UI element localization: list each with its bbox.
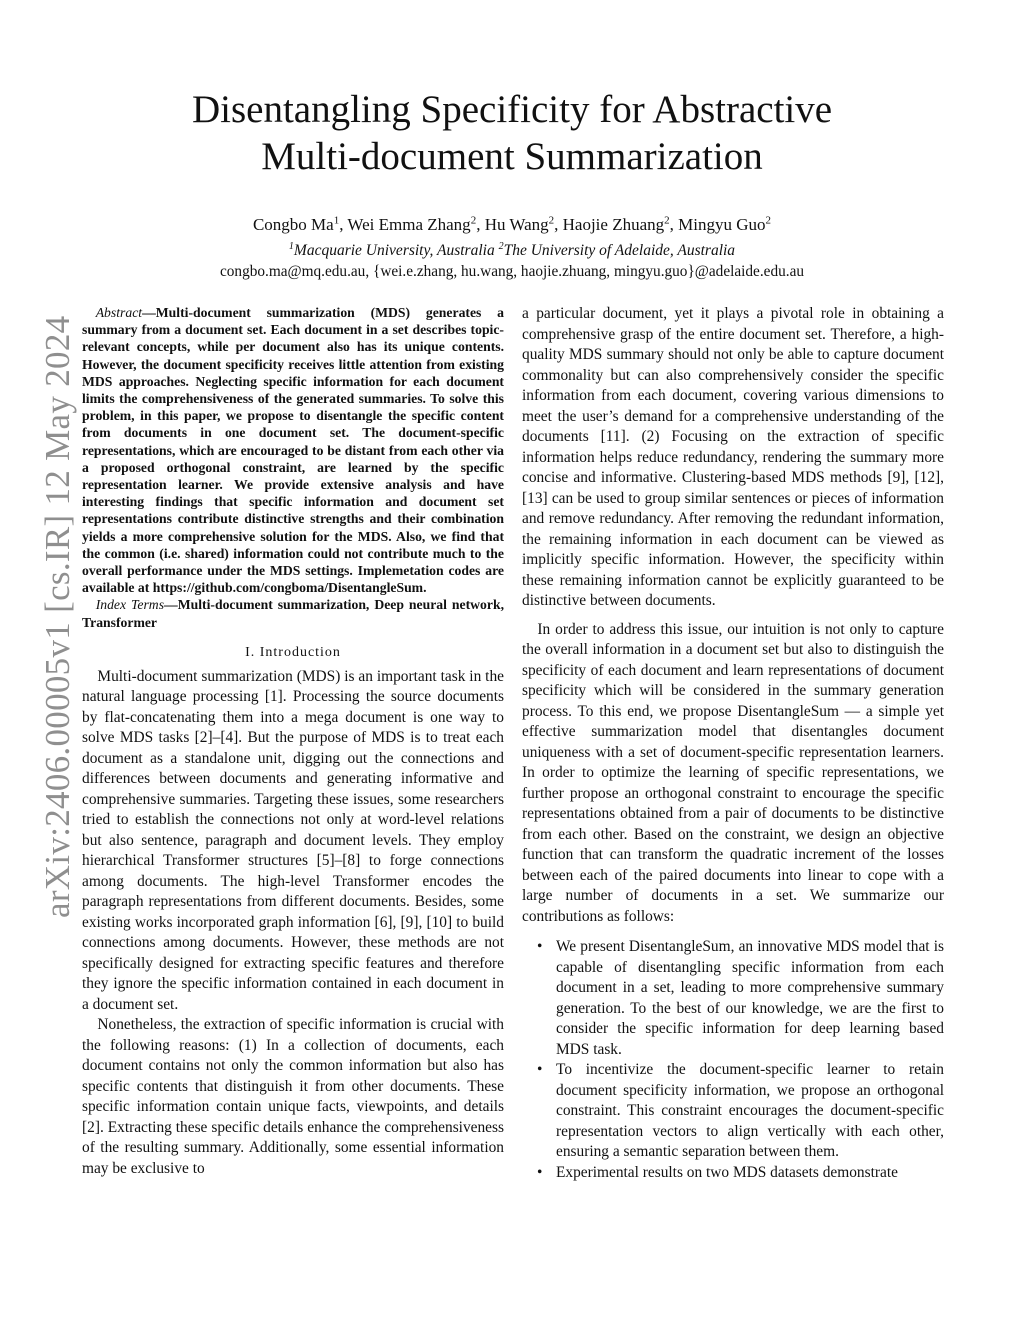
abstract-label: Abstract (95, 305, 143, 320)
author (347, 215, 484, 234)
author-separator: , (339, 214, 348, 234)
author-name: Congbo Ma (252, 214, 334, 234)
affiliation-1: Macquarie University, Australia (293, 241, 499, 259)
affiliations (100, 236, 924, 261)
list-item (522, 1060, 944, 1163)
abstract-text: —Multi-document summarization (MDS) generates a summary from a document set. Each document in a set describes topic-relevant concepts, while per document also has its unique contents. However, the document specificity receives little attention from existing MDS approaches. Neglecting specific information for each document limits the comprehensiveness of the generated summaries. To solve this problem, in this paper, we propose to disentangle the specific content from documents in one document set. The document-specific representations, which are encouraged to be distant from each other via a proposed orthogonal constraint, are learned by the specific representation learner. We provide extensive analysis and have interesting findings that specific information and document set representations contribute distinctive strengths and their combination yields a more comprehensive solution for the MDS. Also, we find that the common (i.e. shared) information could not contribute much to the overall performance under the MDS settings. Implemetation codes are available at https://github.com/congboma/DisentangleSum. (82, 305, 504, 596)
bullet: • (537, 1163, 543, 1181)
bullet: • (537, 938, 543, 955)
list-item-text: To incentivize the document-specific learner to retain document specificity information, we propose an orthogonal constraint. This constraint encourages the document-specific representation vectors to align vertically with each other, ensuring a semantic separation between them. (556, 1061, 944, 1160)
author-separator: , (669, 214, 679, 234)
section-heading-introduction: I. Introduction (245, 644, 341, 660)
affiliation-mark: 1 (288, 240, 294, 252)
author-emails: congbo.ma@mq.edu.au, {wei.e.zhang, hu.wang, haojie.zhuang, mingyu.guo}@adelaide.edu.au (219, 262, 805, 280)
affiliation-2: The University of Adelaide, Australia (503, 241, 736, 259)
author-separator: , (476, 214, 485, 234)
body-paragraph: In order to address this issue, our intuition is not only to capture the overall information in a document set but also to distinguish the specificity of each document and learn representations of document specificity which will be considered in the summary generation process. To this end, we propose DisentangleSum — a simple yet effective summarization model that disentangles document uniqueness with a set of document-specific representation learners. In order to optimize the learning of specific representations, we further propose an orthogonal constraint to encourage the specific representations obtained from a pair of documents to be distinctive from each other. Based on the constraint, we design an objective function that can transform the quadratic increment of the losses between each of the paired documents into linear to cope with a large number of documents in a set. We summarize our contributions as follows: (522, 620, 944, 925)
contributions-list (522, 937, 944, 1183)
right-column (522, 304, 944, 1183)
left-column (82, 304, 504, 1179)
list-item (522, 937, 944, 1060)
index-terms (82, 596, 504, 630)
author (485, 215, 563, 234)
author-name: Hu Wang (484, 214, 549, 234)
affiliation-mark: 2 (765, 214, 772, 226)
paper-title (100, 86, 924, 180)
index-terms-label: Index Terms (95, 597, 165, 613)
affiliation-mark: 2 (498, 240, 504, 252)
abstract (82, 304, 504, 596)
author (563, 215, 679, 234)
body-paragraph: Multi-document summarization (MDS) is an important task in the natural language processing [1]. Processing the source documents by flat-concatenating them into a mega document is one way to solve MDS tasks [2]–[4]. But the purpose of MDS is to treat each document as a standalone unit, digging out the connections and differences between documents and generating informative and comprehensive summaries. Targeting these issues, some researchers tried to establish the connections not only at word-level relations but also sentence, paragraph and document levels. They employ hierarchical Transformer structures [5]–[8] to forge connections among documents. The high-level Transformer encodes the paragraph representations from different documents. Besides, some existing works incorporated graph information [6], [9], [10] to build connections among documents. However, these methods are not specifically designed for extracting specific features and therefore they ignore the specific information contained in each document in a document set. (82, 667, 504, 1013)
affiliation-mark: 2 (470, 214, 477, 226)
author (253, 215, 347, 234)
affiliation-mark: 2 (548, 214, 555, 226)
index-terms-text: —Multi-document summarization, Deep neural network, Transformer (82, 597, 504, 630)
list-item (522, 1163, 944, 1184)
list-item-text: Experimental results on two MDS datasets demonstrate (556, 1163, 898, 1181)
paper-title-line-1: Disentangling Specificity for Abstractive (191, 88, 833, 131)
affiliation-mark: 1 (333, 214, 340, 226)
body-paragraph: a particular document, yet it plays a pivotal role in obtaining a comprehensive grasp of the entire document set. Therefore, a high-quality MDS summary should not only be able to capture document commonality but can also comprehensively consider the specific information from each document, covering various dimensions to meet the user’s demand for a comprehensive understanding of the documents [11]. (2) Focusing on the extraction of specific information helps reduce redundancy, rendering the summary more concise and informative. Clustering-based MDS methods [9], [12], [13] can be used to group similar sentences or pieces of information and remove redundancy. After removing the redundant information, the remaining information in each document can be viewed as implicitly specific information. However, the specificity within these remaining information cannot be explicitly guaranteed to be distinctive between documents. (522, 305, 944, 609)
bullet: • (537, 1061, 543, 1078)
author (678, 215, 771, 234)
title-block (100, 86, 924, 282)
author-separator: , (554, 214, 563, 234)
body-paragraph: Nonetheless, the extraction of specific information is crucial with the following reasons: (1) In a collection of documents, each document contains not only the common information but also has specific contents that distinguish it from other documents. These specific information contain unique facts, viewpoints, and details [2]. Extracting these specific details enhance the comprehensiveness of the resulting summary. Additionally, some essential information may be exclusive to (82, 1016, 504, 1177)
author-name: Haojie Zhuang (562, 214, 665, 234)
author-name: Mingyu Guo (678, 214, 766, 234)
affiliation-mark: 2 (664, 214, 670, 226)
author-name: Wei Emma Zhang (347, 214, 471, 234)
list-item-text: We present DisentangleSum, an innovative MDS model that is capable of disentangling specific information from each document in a set, leading to more comprehensive summary generation. To the best of our knowledge, we are the first to consider the specific information for deep learning based MDS task. (556, 938, 944, 1058)
author-list (100, 209, 924, 236)
paper-title-line-2: Multi-document Summarization (261, 135, 763, 178)
arxiv-identifier-stamp: arXiv:2406.00005v1 [cs.IR] 12 May 2024 (38, 315, 77, 918)
